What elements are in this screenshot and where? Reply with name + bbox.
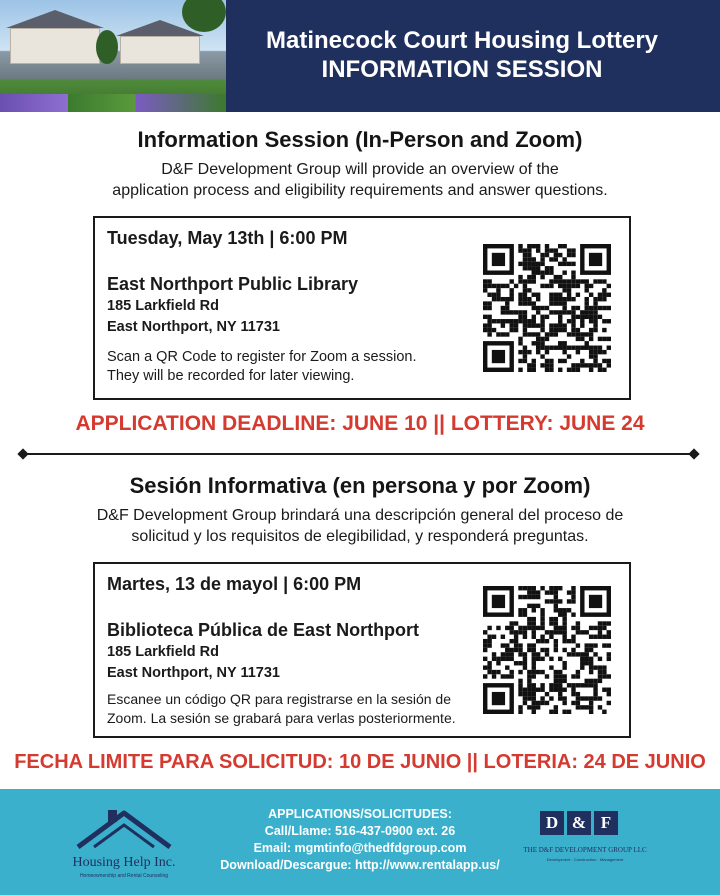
spanish-venue-name: Biblioteca Pública de East Northport bbox=[107, 620, 420, 640]
english-section-title: Information Session (In-Person and Zoom) bbox=[137, 127, 583, 152]
spanish-venue-address bbox=[107, 642, 280, 684]
spanish-session-date: Martes, 13 de mayol | 6:00 PM bbox=[107, 574, 362, 594]
english-address-line1: 185 Larkfield Rd bbox=[107, 298, 220, 314]
contact-email[interactable]: Email: mgmtinfo@thedfdgroup.com bbox=[253, 841, 467, 855]
english-note-line2: They will be recorded for later viewing. bbox=[107, 368, 355, 384]
df-logo-letter-amp: & bbox=[567, 811, 591, 835]
spanish-note-line1: Escanee un código QR para registrarse en la sesión de bbox=[107, 691, 451, 707]
df-logo bbox=[540, 811, 622, 843]
spanish-address-line2: East Northport, NY 11731 bbox=[107, 665, 280, 681]
english-note-line1: Scan a QR Code to register for Zoom a session. bbox=[107, 349, 417, 365]
housing-help-tagline: Homeownership and Rental Counseling bbox=[79, 873, 169, 879]
df-logo-letter-d: D bbox=[540, 811, 564, 835]
spanish-desc-line2: solicitud y los requisitos de elegibilidad, y responderá preguntas. bbox=[131, 528, 589, 545]
english-desc-line1: D&F Development Group will provide an overview of the bbox=[161, 161, 559, 178]
contact-download-link[interactable]: Download/Descargue: http://www.rentalapp.us/ bbox=[220, 858, 500, 872]
header-banner bbox=[0, 0, 720, 112]
english-deadline: APPLICATION DEADLINE: JUNE 10 || LOTTERY: JUNE 24 bbox=[75, 412, 645, 435]
english-session-box bbox=[93, 216, 631, 400]
df-logo-name: THE D&F DEVELOPMENT GROUP LLC bbox=[523, 846, 647, 854]
spanish-description bbox=[60, 505, 660, 547]
section-divider bbox=[22, 453, 694, 455]
divider-left-diamond bbox=[17, 448, 28, 459]
spanish-section-title: Sesión Informativa (en persona y por Zoom) bbox=[129, 473, 591, 498]
spanish-session-box bbox=[93, 562, 631, 738]
spanish-desc-line1: D&F Development Group brindará una descripción general del proceso de bbox=[96, 507, 624, 524]
spanish-qr-code-icon[interactable] bbox=[483, 586, 611, 714]
townhouse-photo bbox=[0, 0, 226, 112]
df-logo-subtitle: Development · Construction · Management bbox=[546, 857, 624, 862]
contact-info bbox=[180, 806, 540, 874]
df-logo-letter-f: F bbox=[594, 811, 618, 835]
contact-phone: Call/Llame: 516-437-0900 ext. 26 bbox=[264, 824, 456, 838]
contact-heading: APPLICATIONS/SOLICITUDES: bbox=[268, 807, 452, 821]
english-venue-name: East Northport Public Library bbox=[107, 274, 359, 294]
english-description bbox=[60, 159, 660, 201]
english-venue-address bbox=[107, 296, 280, 338]
english-qr-code-icon[interactable] bbox=[483, 244, 611, 372]
footer bbox=[0, 789, 720, 895]
housing-help-logo-text: Housing Help Inc. bbox=[72, 855, 176, 870]
header-title bbox=[232, 26, 692, 84]
english-address-line2: East Northport, NY 11731 bbox=[107, 319, 280, 335]
spanish-deadline: FECHA LIMITE PARA SOLICITUD: 10 DE JUNIO || LOTERIA: 24 DE JUNIO bbox=[14, 751, 706, 773]
spanish-address-line1: 185 Larkfield Rd bbox=[107, 644, 220, 660]
divider-right-diamond bbox=[688, 448, 699, 459]
english-zoom-note bbox=[107, 348, 467, 386]
header-title-line1: Matinecock Court Housing Lottery bbox=[265, 27, 659, 54]
header-title-line2: INFORMATION SESSION bbox=[321, 56, 603, 83]
spanish-note-line2: Zoom. La sesión se grabará para verlas posteriormente. bbox=[107, 710, 456, 726]
english-desc-line2: application process and eligibility requirements and answer questions. bbox=[112, 182, 608, 199]
spanish-zoom-note bbox=[107, 690, 487, 728]
english-session-date: Tuesday, May 13th | 6:00 PM bbox=[107, 228, 348, 248]
